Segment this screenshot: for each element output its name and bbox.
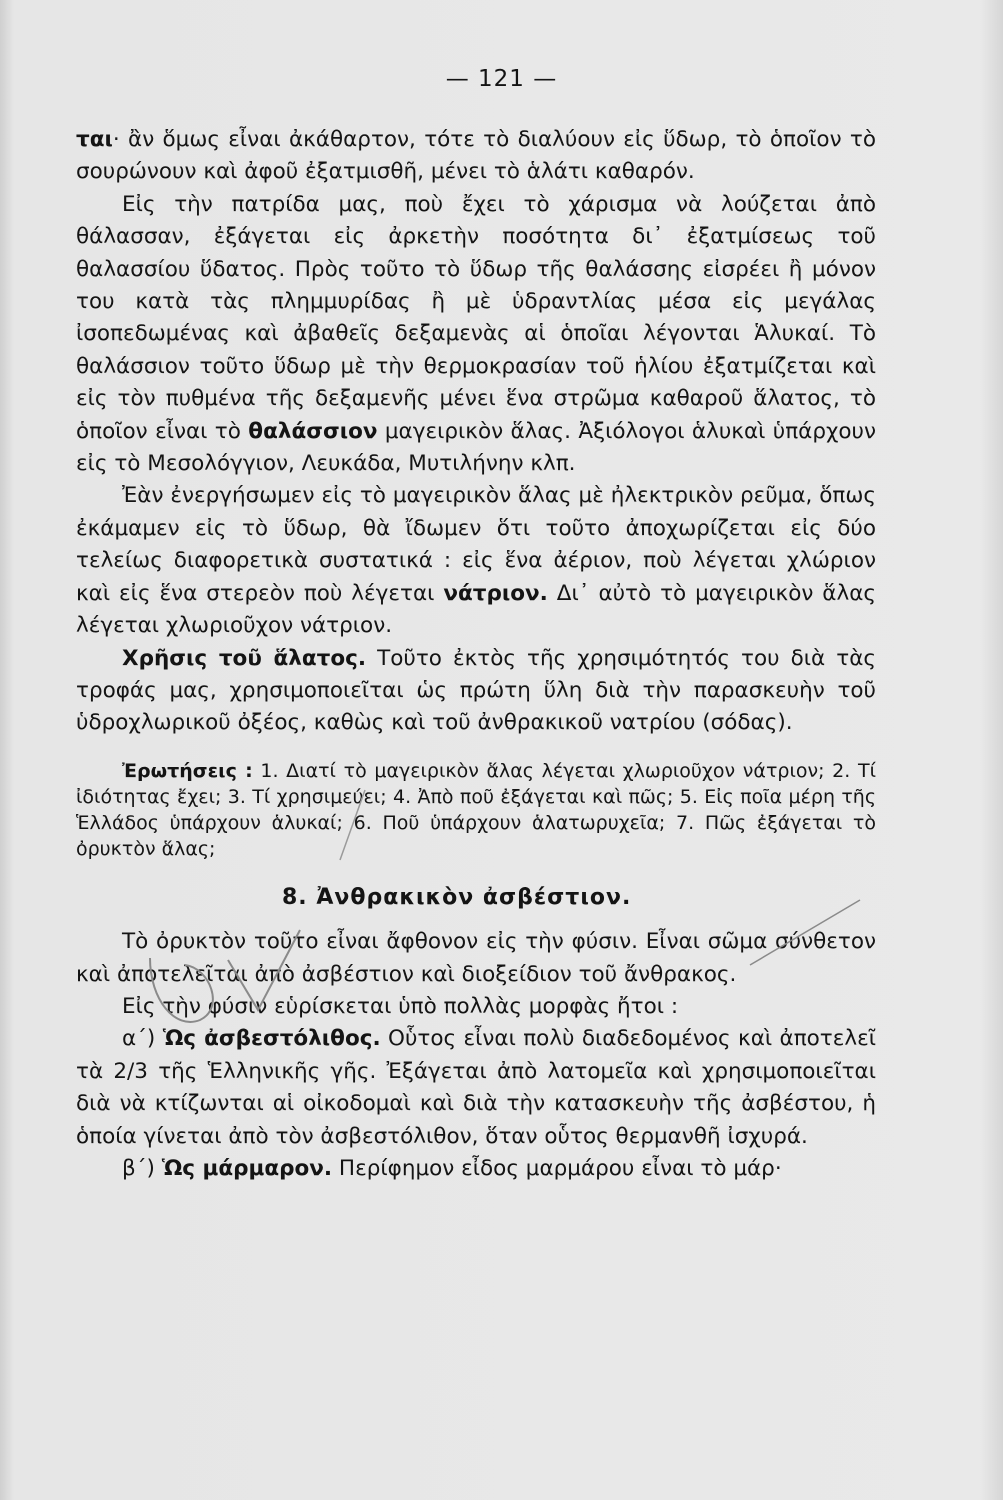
subheading-uses: Χρῆσις τοῦ ἅλατος.: [122, 645, 367, 671]
paragraph-uses: [76, 643, 876, 740]
term-alykai: Ἁλυκαί.: [754, 321, 836, 347]
word-fragment: ται: [76, 127, 113, 152]
term-limestone: Ὡς ἀσβεστόλιθος.: [162, 1026, 381, 1052]
body-text: [76, 124, 876, 1185]
questions-text: 1. Διατί τὸ μαγειρικὸν ἅλας λέγεται χλωριοῦχον νάτριον; 2. Τί ἰδιότητας ἔχει; 3. Τί χρησιμεύει; 4. Ἀπὸ ποῦ ἐξάγεται καὶ πῶς; 5. Εἰς ποῖα μέρη τῆς Ἑλλάδος ὑπάρχουν ἁλυκαί; 6. Ποῦ ὑπάρχουν ἁλατωρυχεῖα; 7. Πῶς ἐξάγεται τὸ ὀρυκτὸν ἅλας;: [76, 759, 876, 860]
paragraph-text: Περίφημον εἶδος μαρμάρου εἶναι τὸ μάρ·: [332, 1155, 782, 1181]
paragraph-electrolysis: [76, 480, 876, 642]
term-sodium: νάτριον.: [443, 580, 548, 606]
paragraph-forms: Εἰς τὴν φύσιν εὑρίσκεται ὑπὸ πολλὰς μορφὰς ἤτοι :: [122, 993, 679, 1019]
paragraph-text: Ἐὰν ἐνεργήσωμεν εἰς τὸ μαγειρικὸν ἅλας μὲ ἠλεκτρικὸν ρεῦμα, ὅπως ἐκάμαμεν εἰς τὸ ὕδωρ, θὰ ἴδωμεν ὅτι τοῦτο ἀποχωρίζεται εἰς δύο τελείως διαφορετικὰ συστατικά : εἰς ἕνα ἀέριον, ποὺ λέγεται χλώριον καὶ εἰς ἕνα στερεὸν ποὺ λέγεται: [76, 483, 876, 606]
term-marble: Ὡς μάρμαρον.: [161, 1155, 333, 1181]
paragraph-text: · ἂν ὅμως εἶναι ἀκάθαρτον, τότε τὸ διαλύουν εἰς ὕδωρ, τὸ ὁποῖον τὸ σουρώνουν καὶ ἀφοῦ ἐξατμισθῆ, μένει τὸ ἁλάτι καθαρόν.: [76, 127, 876, 185]
paragraph-marble: [76, 1153, 876, 1185]
paragraph-text: Δι᾿ αὐτὸ τὸ μαγειρικὸν ἅλας λέγεται χλωριοῦχον νάτριον.: [76, 580, 876, 639]
item-label: β΄): [122, 1155, 162, 1181]
page-number: — 121 —: [445, 66, 558, 92]
questions-label: Ἐρωτήσεις :: [122, 759, 253, 782]
paragraph-text: Εἰς τὴν πατρίδα μας, ποὺ ἔχει τὸ χάρισμα νὰ λούζεται ἀπὸ θάλασσαν, ἐξάγεται εἰς ἀρκετὴν ποσότητα δι᾿ ἐξατμίσεως τοῦ θαλασσίου ὕδατος. Πρὸς τοῦτο τὸ ὕδωρ τῆς θαλάσσης εἰσρέει ἢ μόνον του κατὰ τὰς πλημμυρίδας ἢ μὲ ὑδραντλίας μέσα εἰς μεγάλας ἰσοπεδωμένας καὶ ἀβαθεῖς δεξαμενὰς αἱ ὁποῖαι λέγονται: [76, 191, 876, 347]
paragraph-salt-pans: [76, 189, 876, 481]
term-sea-salt: θαλάσσιον: [248, 418, 378, 444]
item-label: α΄): [122, 1026, 163, 1052]
paragraph-limestone: [76, 1023, 876, 1153]
paragraph-text: Τοῦτο ἐκτὸς τῆς χρησιμότητός του διὰ τὰς τροφάς μας, χρησιμοποιεῖται ὡς πρώτη ὕλη διὰ τὴν παρασκευὴν τοῦ ὑδροχλωρικοῦ ὀξέος, καθὼς καὶ τοῦ ἀνθρακικοῦ νατρίου (σόδας).: [76, 645, 876, 736]
paragraph-text: μαγειρικὸν ἅλας. Ἀξιόλογοι ἁλυκαὶ ὑπάρχουν εἰς τὸ Μεσολόγγιον, Λευκάδα, Μυτιλήνην κλπ.: [76, 418, 876, 477]
questions-block: [76, 758, 876, 862]
paragraph-text: Οὗτος εἶναι πολὺ διαδεδομένος καὶ ἀποτελεῖ τὰ 2/3 τῆς Ἑλληνικῆς γῆς. Ἐξάγεται ἀπὸ λατομεῖα καὶ χρησιμοποιεῖται διὰ νὰ κτίζωνται αἱ οἰκοδομαὶ καὶ διὰ τὴν κατασκευὴν τῆς ἀσβέστου, ἡ ὁποία γίνεται ἀπὸ τὸν ἀσβεστόλιθον, ὅταν οὗτος θερμανθῆ ἰσχυρά.: [76, 1026, 876, 1149]
paragraph-text: Τὸ θαλάσσιον τοῦτο ὕδωρ μὲ τὴν θερμοκρασίαν τοῦ ἡλίου ἐξατμίζεται καὶ εἰς τὸν πυθμένα τῆς δεξαμενῆς μένει ἕνα στρῶμα καθαροῦ ἅλατος, τὸ ὁποῖον εἶναι τὸ: [76, 321, 876, 444]
paragraph-intro: Τὸ ὀρυκτὸν τοῦτο εἶναι ἄφθονον εἰς τὴν φύσιν. Εἶναι σῶμα σύνθετον καὶ ἀποτελεῖται ἀπὸ ἀσβέστιον καὶ διοξείδιον τοῦ ἄνθρακος.: [76, 929, 876, 987]
section-heading: 8. Ἀνθρακικὸν ἀσβέστιον.: [282, 884, 632, 910]
paragraph-continuation: [76, 124, 876, 189]
